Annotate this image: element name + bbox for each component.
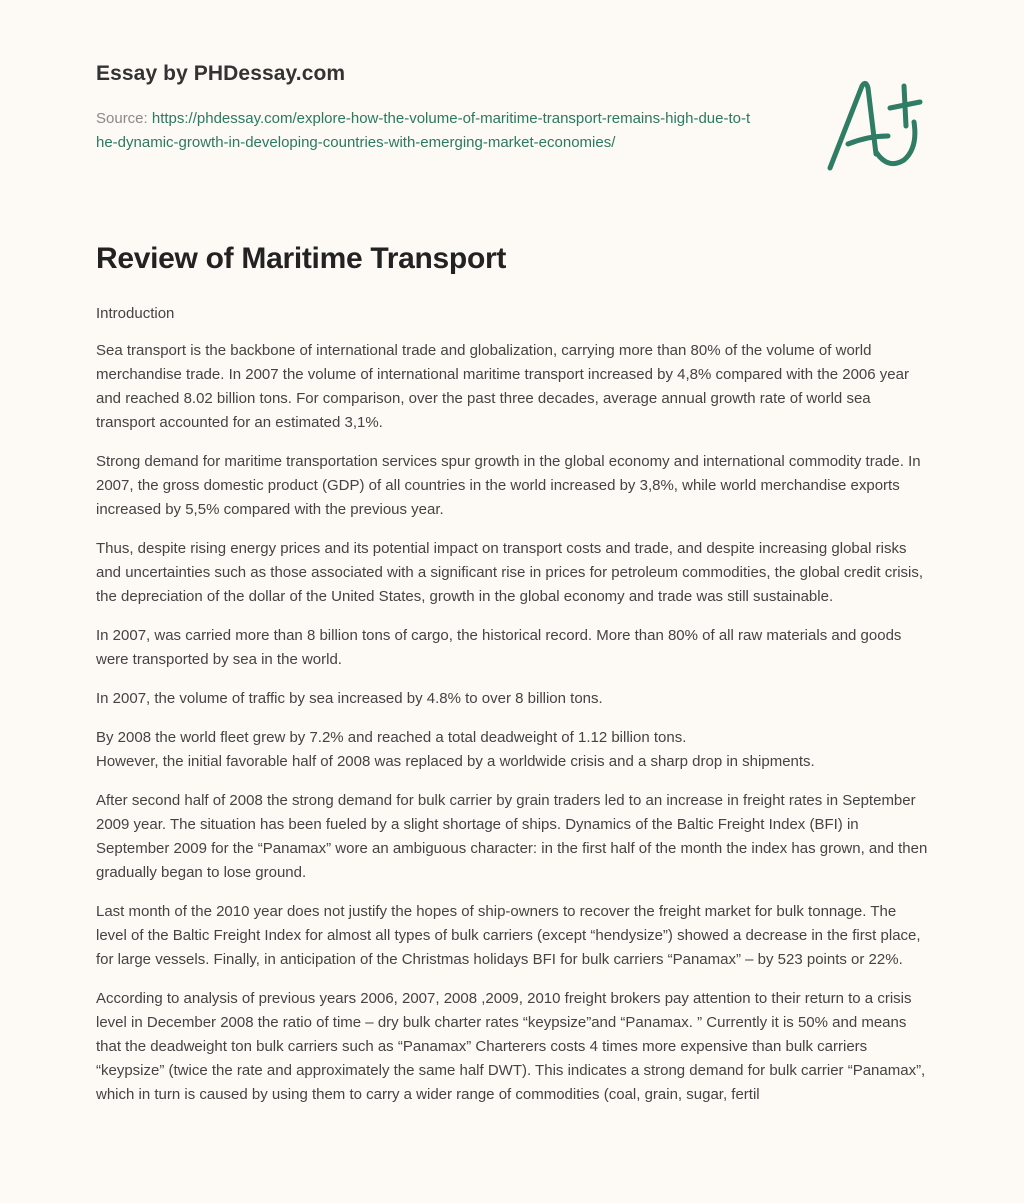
paragraph-line: However, the initial favorable half of 2008 was replaced by a worldwide crisis and a sharp drop in shipments. (96, 753, 815, 770)
source-line (96, 107, 756, 155)
a-plus-grade-icon (818, 74, 930, 176)
essay-body (96, 302, 930, 1122)
paragraph: In 2007, the volume of traffic by sea increased by 4.8% to over 8 billion tons. (96, 690, 603, 707)
section-heading: Introduction (96, 305, 175, 322)
source-label: Source: (96, 110, 152, 127)
paragraph: In 2007, was carried more than 8 billion tons of cargo, the historical record. More than 80% of all raw materials and goods were transported by sea in the world. (96, 627, 902, 668)
paragraph: After second half of 2008 the strong demand for bulk carrier by grain traders led to an increase in freight rates in September 2009 year. The situation has been fueled by a slight shortage of ships. Dynamics of the Baltic Freight Index (BFI) in September 2009 for the “Panamax” wore an ambiguous character: in the first half of the month the index has grown, and then gradually began to lose ground. (96, 792, 928, 881)
source-link[interactable]: https://phdessay.com/explore-how-the-volume-of-maritime-transport-remains-high-due-to-the-dynamic-growth-in-developing-countries-with-emerging-market-economies/ (96, 110, 751, 151)
site-title: Essay by PHDessay.com (96, 62, 346, 85)
paragraph: According to analysis of previous years 2006, 2007, 2008 ,2009, 2010 freight brokers pay attention to their return to a crisis level in December 2008 the ratio of time – dry bulk charter rates “keypsize”and “Panamax. ” Currently it is 50% and means that the deadweight ton bulk carriers such as “Panamax” Charterers costs 4 times more expensive than bulk carriers “keypsize” (twice the rate and approximately the same half DWT). This indicates a strong demand for bulk carrier “Panamax”, which in turn is caused by using them to carry a wider range of commodities (coal, grain, sugar, fertil (96, 990, 926, 1103)
paragraph: Last month of the 2010 year does not justify the hopes of ship-owners to recover the freight market for bulk tonnage. The level of the Baltic Freight Index for almost all types of bulk carriers (except “hendysize”) showed a decrease in the first place, for large vessels. Finally, in anticipation of the Christmas holidays BFI for bulk carriers “Panamax” – by 523 points or 22%. (96, 903, 921, 968)
paragraph-line: By 2008 the world fleet grew by 7.2% and reached a total deadweight of 1.12 billion tons. (96, 729, 687, 746)
paragraph: Sea transport is the backbone of international trade and globalization, carrying more than 80% of the volume of world merchandise trade. In 2007 the volume of international maritime transport increased by 4,8% compared with the 2006 year and reached 8.02 billion tons. For comparison, over the past three decades, average annual growth rate of world sea transport accounted for an estimated 3,1%. (96, 342, 909, 431)
paragraph: Strong demand for maritime transportation services spur growth in the global economy and international commodity trade. In 2007, the gross domestic product (GDP) of all countries in the world increased by 3,8%, while world merchandise exports increased by 5,5% compared with the previous year. (96, 453, 921, 518)
essay-title: Review of Maritime Transport (96, 242, 507, 275)
paragraph (96, 726, 930, 774)
paragraph: Thus, despite rising energy prices and its potential impact on transport costs and trade, and despite increasing global risks and uncertainties such as those associated with a significant rise in prices for petroleum commodities, the global credit crisis, the depreciation of the dollar of the United States, growth in the global economy and trade was still sustainable. (96, 540, 924, 605)
